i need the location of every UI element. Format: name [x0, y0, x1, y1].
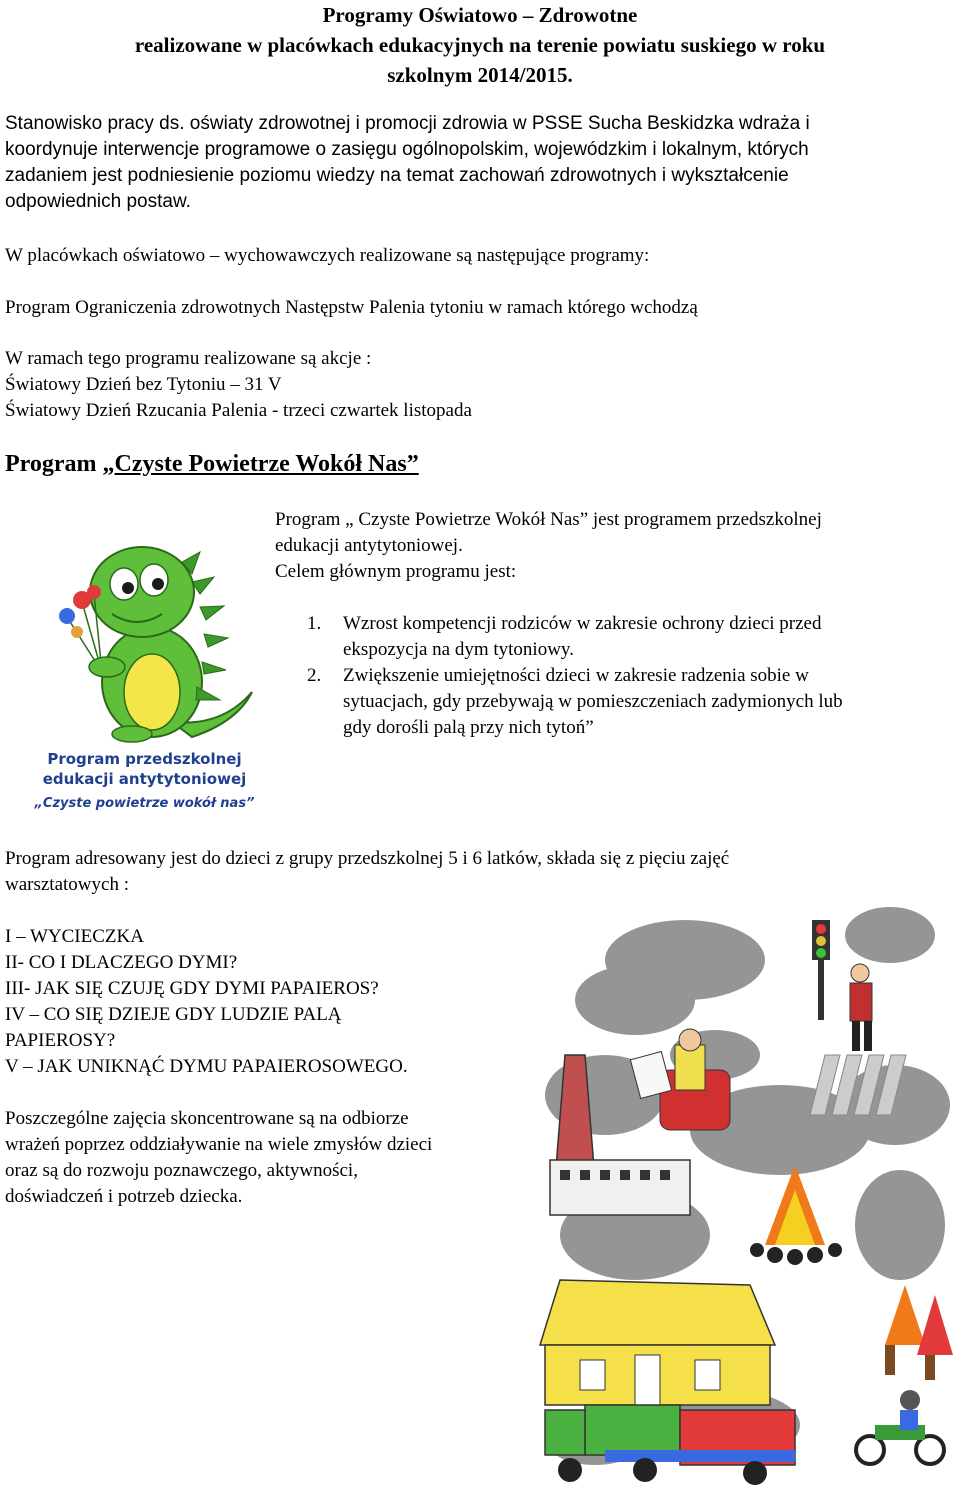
- intro-line-3: zadaniem jest podniesienie poziomu wiedzy na temat zachowań zdrowotnych i wykształcenie: [5, 165, 789, 186]
- logo-line-2: edukacji antytytoniowej: [42, 770, 247, 788]
- audience-line-2: warsztatowych :: [5, 874, 129, 895]
- logo-line-1: Program przedszkolnej: [47, 750, 242, 768]
- title-line-1: Programy Oświatowo – Zdrowotne: [322, 3, 638, 27]
- action-item-2: Światowy Dzień Rzucania Palenia - trzeci czwartek listopada: [5, 400, 472, 421]
- title-line-2: realizowane w placówkach edukacyjnych na terenie powiatu suskiego w roku: [134, 33, 826, 57]
- closing-paragraph: [5, 1106, 525, 1210]
- goal-number-2: 2.: [307, 665, 322, 686]
- closing-line-4: doświadczeń i potrzeb dziecka.: [5, 1186, 243, 1207]
- closing-line-1: Poszczególne zajęcia skoncentrowane są na odbiorze: [5, 1108, 409, 1129]
- tobacco-program: Program Ograniczenia zdrowotnych Następstw Palenia tytoniu w ramach którego wchodzą: [5, 297, 698, 318]
- actions-intro: W ramach tego programu realizowane są akcje :: [5, 348, 372, 369]
- goal-2-line-2: sytuacjach, gdy przebywają w pomieszczeniach zadymionych lub: [343, 691, 843, 712]
- workshop-item-4: IV – CO SIĘ DZIEJE GDY LUDZIE PALĄ: [5, 1004, 342, 1025]
- intro-paragraph: [5, 111, 955, 215]
- house: [540, 1280, 775, 1405]
- intro-line-4: odpowiednich postaw.: [5, 191, 191, 212]
- document-title: [0, 0, 960, 90]
- closing-line-3: oraz są do rozwoju poznawczego, aktywności,: [5, 1160, 358, 1181]
- intro-line-1: Stanowisko pracy ds. oświaty zdrowotnej i promocji zdrowia w PSSE Sucha Beskidzka wdraża i: [5, 113, 810, 134]
- actions-block: [5, 346, 472, 424]
- title-line-3: szkolnym 2014/2015.: [387, 63, 573, 87]
- campfire: [750, 1165, 842, 1265]
- logo-line-3: „Czyste powietrze wokół nas”: [34, 796, 255, 811]
- forest-fire: [885, 1285, 953, 1380]
- traffic-light: [812, 920, 830, 1020]
- workshop-item-4-cont: PAPIEROSY?: [5, 1030, 116, 1051]
- workshop-item-1: I – WYCIECZKA: [5, 926, 144, 947]
- intro-line-2: koordynuje interwencje programowe o zasięgu ogólnopolskim, wojewódzkim i lokalnym, których: [5, 139, 809, 160]
- clean-air-goal-intro: Celem głównym programu jest:: [275, 561, 517, 582]
- clean-air-description: [275, 507, 955, 585]
- goal-item-2: [307, 663, 957, 741]
- motorcyclist: [856, 1390, 944, 1464]
- program-logo: [22, 522, 267, 820]
- audience-line-1: Program adresowany jest do dzieci z grupy przedszkolnej 5 i 6 latków, składa się z pięciu zajęć: [5, 848, 730, 869]
- workshop-item-5: V – JAK UNIKNĄĆ DYMU PAPAIEROSOWEGO.: [5, 1056, 408, 1077]
- audience-paragraph: [5, 846, 955, 898]
- clean-air-desc-line-1: Program „ Czyste Powietrze Wokół Nas” jest programem przedszkolnej: [275, 509, 822, 530]
- programs-intro: W placówkach oświatowo – wychowawczych realizowane są następujące programy:: [5, 245, 650, 266]
- goal-number-1: 1.: [307, 613, 322, 634]
- clean-air-heading-name: Czyste Powietrze Wokół Nas”: [114, 451, 419, 477]
- man-walking: [850, 964, 872, 1051]
- workshops-list: [5, 924, 525, 1080]
- workshop-item-2: II- CO I DLACZEGO DYMI?: [5, 952, 238, 973]
- workshop-item-3: III- JAK SIĘ CZUJĘ GDY DYMI PAPAIEROS?: [5, 978, 379, 999]
- pollution-drawing: [525, 905, 957, 1495]
- goals-list: [307, 611, 957, 741]
- goal-2-line-3: gdy dorośli palą przy nich tytoń”: [343, 717, 594, 738]
- clean-air-desc-line-2: edukacji antytytoniowej.: [275, 535, 463, 556]
- goal-2-line-1: Zwiększenie umiejętności dzieci w zakresie radzenia sobie w: [343, 665, 809, 686]
- truck: [545, 1405, 795, 1485]
- clean-air-heading: [5, 451, 419, 478]
- goal-1-line-1: Wzrost kompetencji rodziców w zakresie ochrony dzieci przed: [343, 613, 822, 634]
- goal-item-1: [307, 611, 957, 663]
- goal-1-line-2: ekspozycja na dym tytoniowy.: [343, 639, 574, 660]
- closing-line-2: wrażeń poprzez oddziaływanie na wiele zmysłów dzieci: [5, 1134, 433, 1155]
- dragon-illustration: [22, 522, 267, 744]
- clean-air-heading-prefix: Program „: [5, 451, 115, 477]
- action-item-1: Światowy Dzień bez Tytoniu – 31 V: [5, 374, 282, 395]
